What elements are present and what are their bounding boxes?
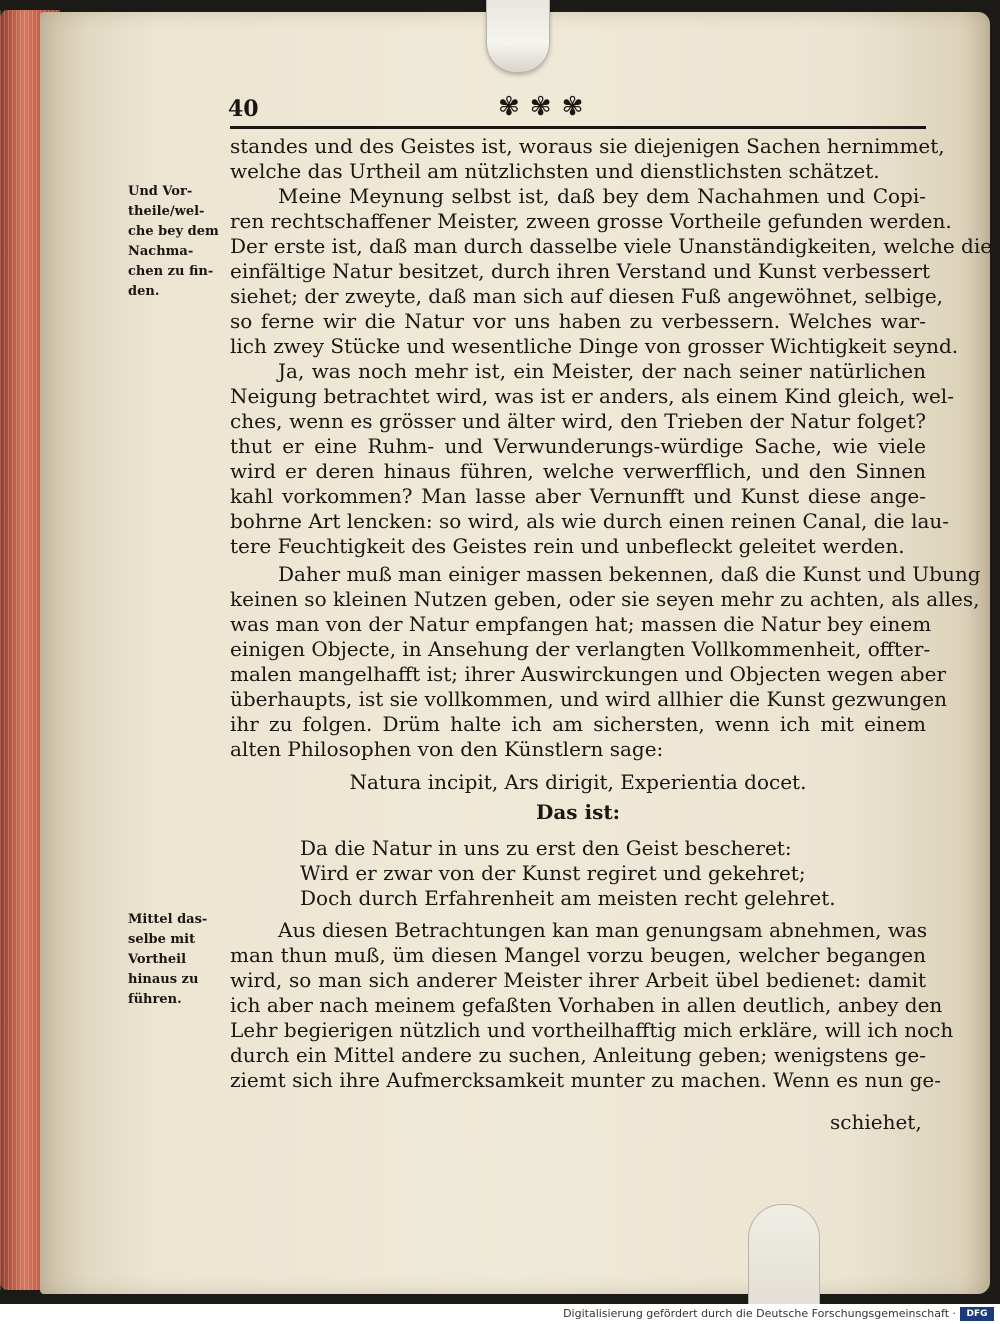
text-line: durch ein Mittel andere zu suchen, Anleitung geben; wenigstens ge- [230,1043,926,1067]
text-line: wird, so man sich anderer Meister ihrer Arbeit übel bedienet: damit [230,968,926,992]
text-line: ihr zu folgen. Drüm halte ich am sichersten, wenn ich mit einem [230,712,926,736]
catchword: schiehet, [830,1110,922,1134]
text-line: Ja, was noch mehr ist, ein Meister, der nach seiner natürlichen [278,359,926,383]
page-number: 40 [228,96,259,122]
text-line: einfältige Natur besitzet, durch ihren Verstand und Kunst verbessert [230,259,930,283]
text-line: Daher muß man einiger massen bekennen, daß die Kunst und Ubung [278,562,981,586]
verse-line: Doch durch Erfahrenheit am meisten recht gelehret. [300,886,836,910]
bookmark-clip-bottom [748,1204,820,1304]
text-line: Meine Meynung selbst ist, daß bey dem Nachahmen und Copi- [278,184,926,208]
text-line: ich aber nach meinem gefaßten Vorhaben in allen deutlich, anbey den [230,993,943,1017]
footer [0,1304,1000,1324]
text-line: Lehr begierigen nützlich und vortheilhafftig mich erkläre, will ich noch [230,1018,954,1042]
text-line: lich zwey Stücke und wesentliche Dinge von grosser Wichtigkeit seynd. [230,334,959,358]
text-line: malen mangelhafft ist; ihrer Auswirckungen und Objecten wegen aber [230,662,947,686]
dfg-logo[interactable]: DFG [960,1307,994,1321]
text-line: kahl vorkommen? Man lasse aber Vernunfft und Kunst diese ange- [230,484,926,508]
text-line: Aus diesen Betrachtungen kan man genungsam abnehmen, was [278,918,928,942]
text-line: bohrne Art lencken: so wird, als wie durch einen reinen Canal, die lau- [230,509,950,533]
text-line: thut er eine Ruhm- und Verwunderungs-würdige Sache, wie viele [230,434,926,458]
bookmark-clip-top [486,0,550,73]
text-line: alten Philosophen von den Künstlern sage: [230,737,664,761]
text-line: ches, wenn es grösser und älter wird, den Trieben der Natur folget? [230,409,926,433]
verse-line: Da die Natur in uns zu erst den Geist bescheret: [300,836,792,860]
text-line: was man von der Natur empfangen hat; massen die Natur bey einem [230,612,932,636]
header-rule [230,126,926,129]
text-line: so ferne wir die Natur vor uns haben zu verbessern. Welches war- [230,309,926,333]
text-line: welche das Urtheil am nützlichsten und dienstlichsten schätzet. [230,159,880,183]
text-line: Neigung betrachtet wird, was ist er anders, als einem Kind gleich, wel- [230,384,954,408]
header-ornament: ✾✾✾ [498,92,594,122]
latin-quote: Natura incipit, Ars dirigit, Experientia docet. [349,770,807,794]
text-line: siehet; der zweyte, daß man sich auf diesen Fuß angewöhnet, selbige, [230,284,944,308]
text-line: man thun muß, üm diesen Mangel vorzu beugen, welcher begangen [230,943,926,967]
das-ist-heading: Das ist: [535,800,620,824]
text-line: überhaupts, ist sie vollkommen, und wird allhier die Kunst gezwungen [230,687,947,711]
margin-note-advantages: Und Vor- theile/wel- che bey dem Nachma- chen zu fin- den. [128,184,219,299]
text-line: ziemt sich ihre Aufmercksamkeit munter zu machen. Wenn es nun ge- [230,1068,941,1092]
text-line: Der erste ist, daß man durch dasselbe viele Unanständigkeiten, welche die [230,234,993,258]
footer-credit: Digitalisierung gefördert durch die Deutsche Forschungsgemeinschaft · [563,1307,956,1320]
verse-line: Wird er zwar von der Kunst regiret und gekehret; [300,861,806,885]
margin-note-means: Mittel das- selbe mit Vortheil hinaus zu führen. [128,912,208,1007]
text-line: ren rechtschaffener Meister, zween grosse Vortheile gefunden werden. [230,209,952,233]
text-line: standes und des Geistes ist, woraus sie diejenigen Sachen hernimmet, [230,134,945,158]
text-line: einigen Objecte, in Ansehung der verlangten Vollkommenheit, offter- [230,637,931,661]
text-line: keinen so kleinen Nutzen geben, oder sie seyen mehr zu achten, als alles, [230,587,980,611]
text-line: wird er deren hinaus führen, welche verwerfflich, und den Sinnen [230,459,926,483]
text-line: tere Feuchtigkeit des Geistes rein und unbefleckt geleitet werden. [230,534,905,558]
